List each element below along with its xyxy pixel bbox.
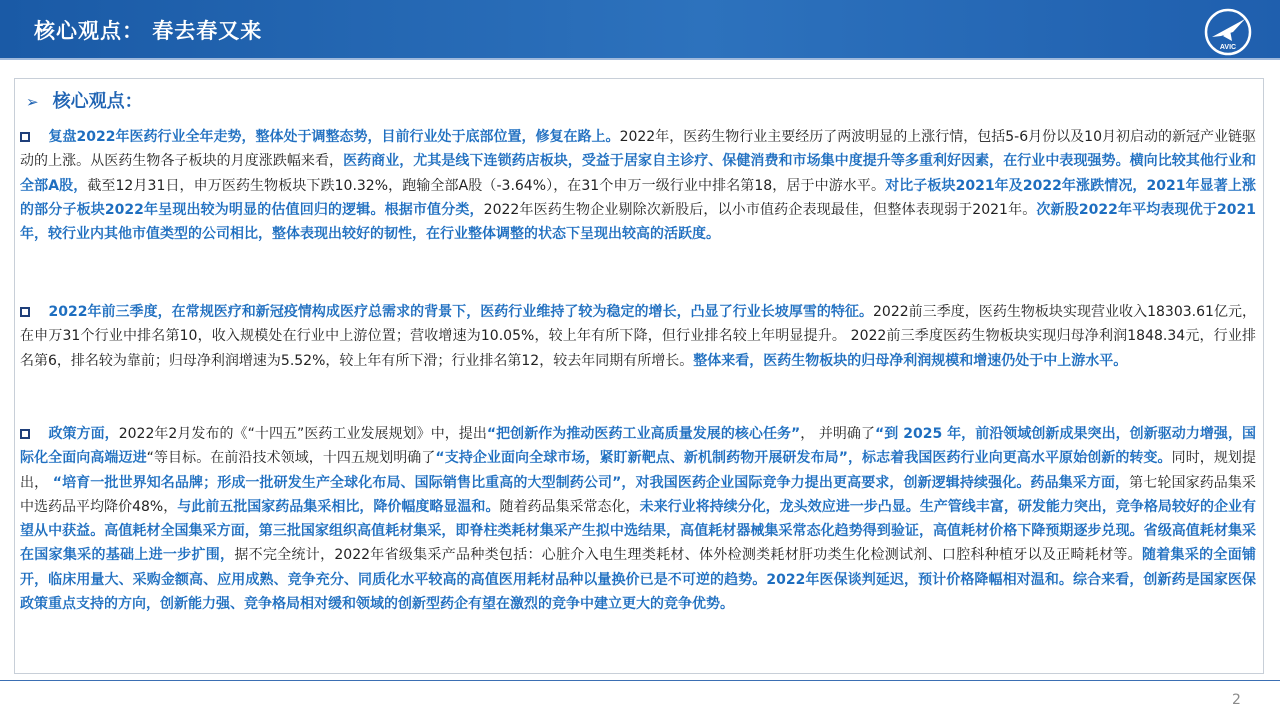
highlight-text: “到 2025 年，前沿领域创新成果突出，创新驱动力增强，国际化全面向高端迈进 (20, 426, 1257, 467)
logo-text: AVIC (1219, 44, 1237, 51)
paragraph-policy (20, 422, 1256, 616)
slide-header (0, 0, 1280, 58)
body-text: “等目标。在前沿技术领域，十四五规划明确了 (146, 450, 436, 467)
highlight-text: 医药商业，尤其是线下连锁药店板块，受益于居家自主诊疗、保健消费和市场集中度提升等多重利好因素，在行业中表现强势。横向比较其他行业和全部A股， (20, 153, 1257, 194)
highlight-text: 次新股2022年平均表现优于2021年，较行业内其他市值类型的公司相比，整体表现出较好的韧性，在行业整体调整的状态下呈现出较高的活跃度。 (20, 201, 1256, 243)
highlight-text: “把创新作为推动医药工业高质量发展的核心任务” (486, 426, 801, 442)
header-divider (0, 58, 1280, 60)
highlight-text: 与此前五批国家药品集采相比，降价幅度略显温和。 (177, 498, 500, 515)
slide-title: 核心观点： 春去春又来 (34, 19, 263, 43)
paragraph-q3-performance (20, 300, 1256, 373)
highlight-text: 复盘2022年医药行业全年走势，整体处于调整态势，目前行业处于底部位置，修复在路上。 (48, 129, 620, 145)
section-heading (26, 87, 143, 113)
body-text: 随着药品集采常态化， (499, 498, 640, 515)
arrow-right-icon: ➢ (26, 93, 39, 111)
highlight-text: “支持企业面向全球市场，紧盯新靶点、新机制药物开展研发布局”，标志着我国医药行业向更高水平原始创新的转变。 (435, 450, 1172, 467)
page-number: 2 (1232, 692, 1241, 708)
square-bullet-icon (20, 132, 30, 142)
body-text: 据不完全统计，2022年省级集采产品种类包括：心脏介入电生理类耗材、体外检测类耗材肝功类生化检测试剂、口腔科种植牙以及正畸耗材等。 (234, 547, 1142, 564)
body-text: 2022年医药生物企业剔除次新股后，以小市值药企表现最佳，但整体表现弱于2021年。 (483, 201, 1037, 218)
highlight-text: “培育一批世界知名品牌；形成一批研发生产全球化布局、国际销售比重高的大型制药公司”，对我国医药企业国际竞争力提出更高要求，创新逻辑持续强化。药品集采方面， (52, 474, 1130, 491)
highlight-text: 未来行业将持续分化，龙头效应进一步凸显。生产管线丰富，研发能力突出，竞争格局较好的企业有望从中获益。高值耗材全国集采方面，第三批国家组织高值耗材集采，即脊柱类耗材集采产生拟中选结果，高值耗材器械集采常态化趋势得到验证，高值耗材价格下降预期逐步兑现。省级高值耗材集采在国家集采的基础上进一步扩围， (20, 498, 1256, 564)
highlight-text: 2022年前三季度，在常规医疗和新冠疫情构成医疗总需求的背景下，医药行业维持了较为稳定的增长，凸显了行业长坡厚雪的特征。 (48, 304, 873, 320)
body-text: 第七轮国家药品集采中选药品平均降价48%， (20, 474, 1257, 515)
body-text: 同时，规划提出， (20, 450, 1257, 491)
body-text: 2022前三季度，医药生物板块实现营业收入18303.61亿元，在申万31个行业中排名第10，收入规模处在行业中上游位置；营收增速为10.05%，较上年有所下降，但行业排名较上年明显提升。 2022前三季度医药生物板块实现归母净利润1848.34元，行业排名第6，排名较为靠前；归母净利润增速为5.52%，较上年有所下滑；行业排名第12，较去年同期有所增长。 (20, 304, 1256, 369)
highlight-text: 整体来看，医药生物板块的归母净利润规模和增速仍处于中上游水平。 (693, 352, 1128, 369)
body-text: ， 并明确了 (800, 426, 876, 442)
body-text: 截至12月31日，申万医药生物板块下跌10.32%，跑输全部A股（-3.64%），在31个申万一级行业中排名第18，居于中游水平。 (87, 177, 886, 194)
square-bullet-icon (20, 307, 30, 317)
highlight-text: 随着集采的全面铺开，临床用量大、采购金额高、应用成熟、竞争充分、同质化水平较高的高值医用耗材品种以量换价已是不可逆的趋势。2022年医保谈判延迟，预计价格降幅相对温和。综合来看，创新药是国家医保政策重点支持的方向，创新能力强、竞争格局相对缓和领域的创新型药企有望在激烈的竞争中建立更大的竞争优势。 (20, 547, 1256, 613)
section-title: 核心观点： (52, 91, 143, 112)
avic-logo-icon (1203, 7, 1253, 57)
body-text: 2022年2月发布的《“十四五”医药工业发展规划》中，提出 (118, 426, 487, 442)
paragraph-review (20, 125, 1256, 246)
body-text: 2022年，医药生物行业主要经历了两波明显的上涨行情，包括5-6月份以及10月初启动的新冠产业链驱动的上涨。从医药生物各子板块的月度涨跌幅来看， (20, 129, 1257, 170)
highlight-text: 对比子板块2021年及2022年涨跌情况，2021年显著上涨的部分子板块2022年呈现出较为明显的估值回归的逻辑。根据市值分类， (20, 177, 1256, 218)
square-bullet-icon (20, 429, 30, 439)
footer-divider (0, 680, 1280, 681)
highlight-text: 政策方面， (48, 426, 119, 442)
